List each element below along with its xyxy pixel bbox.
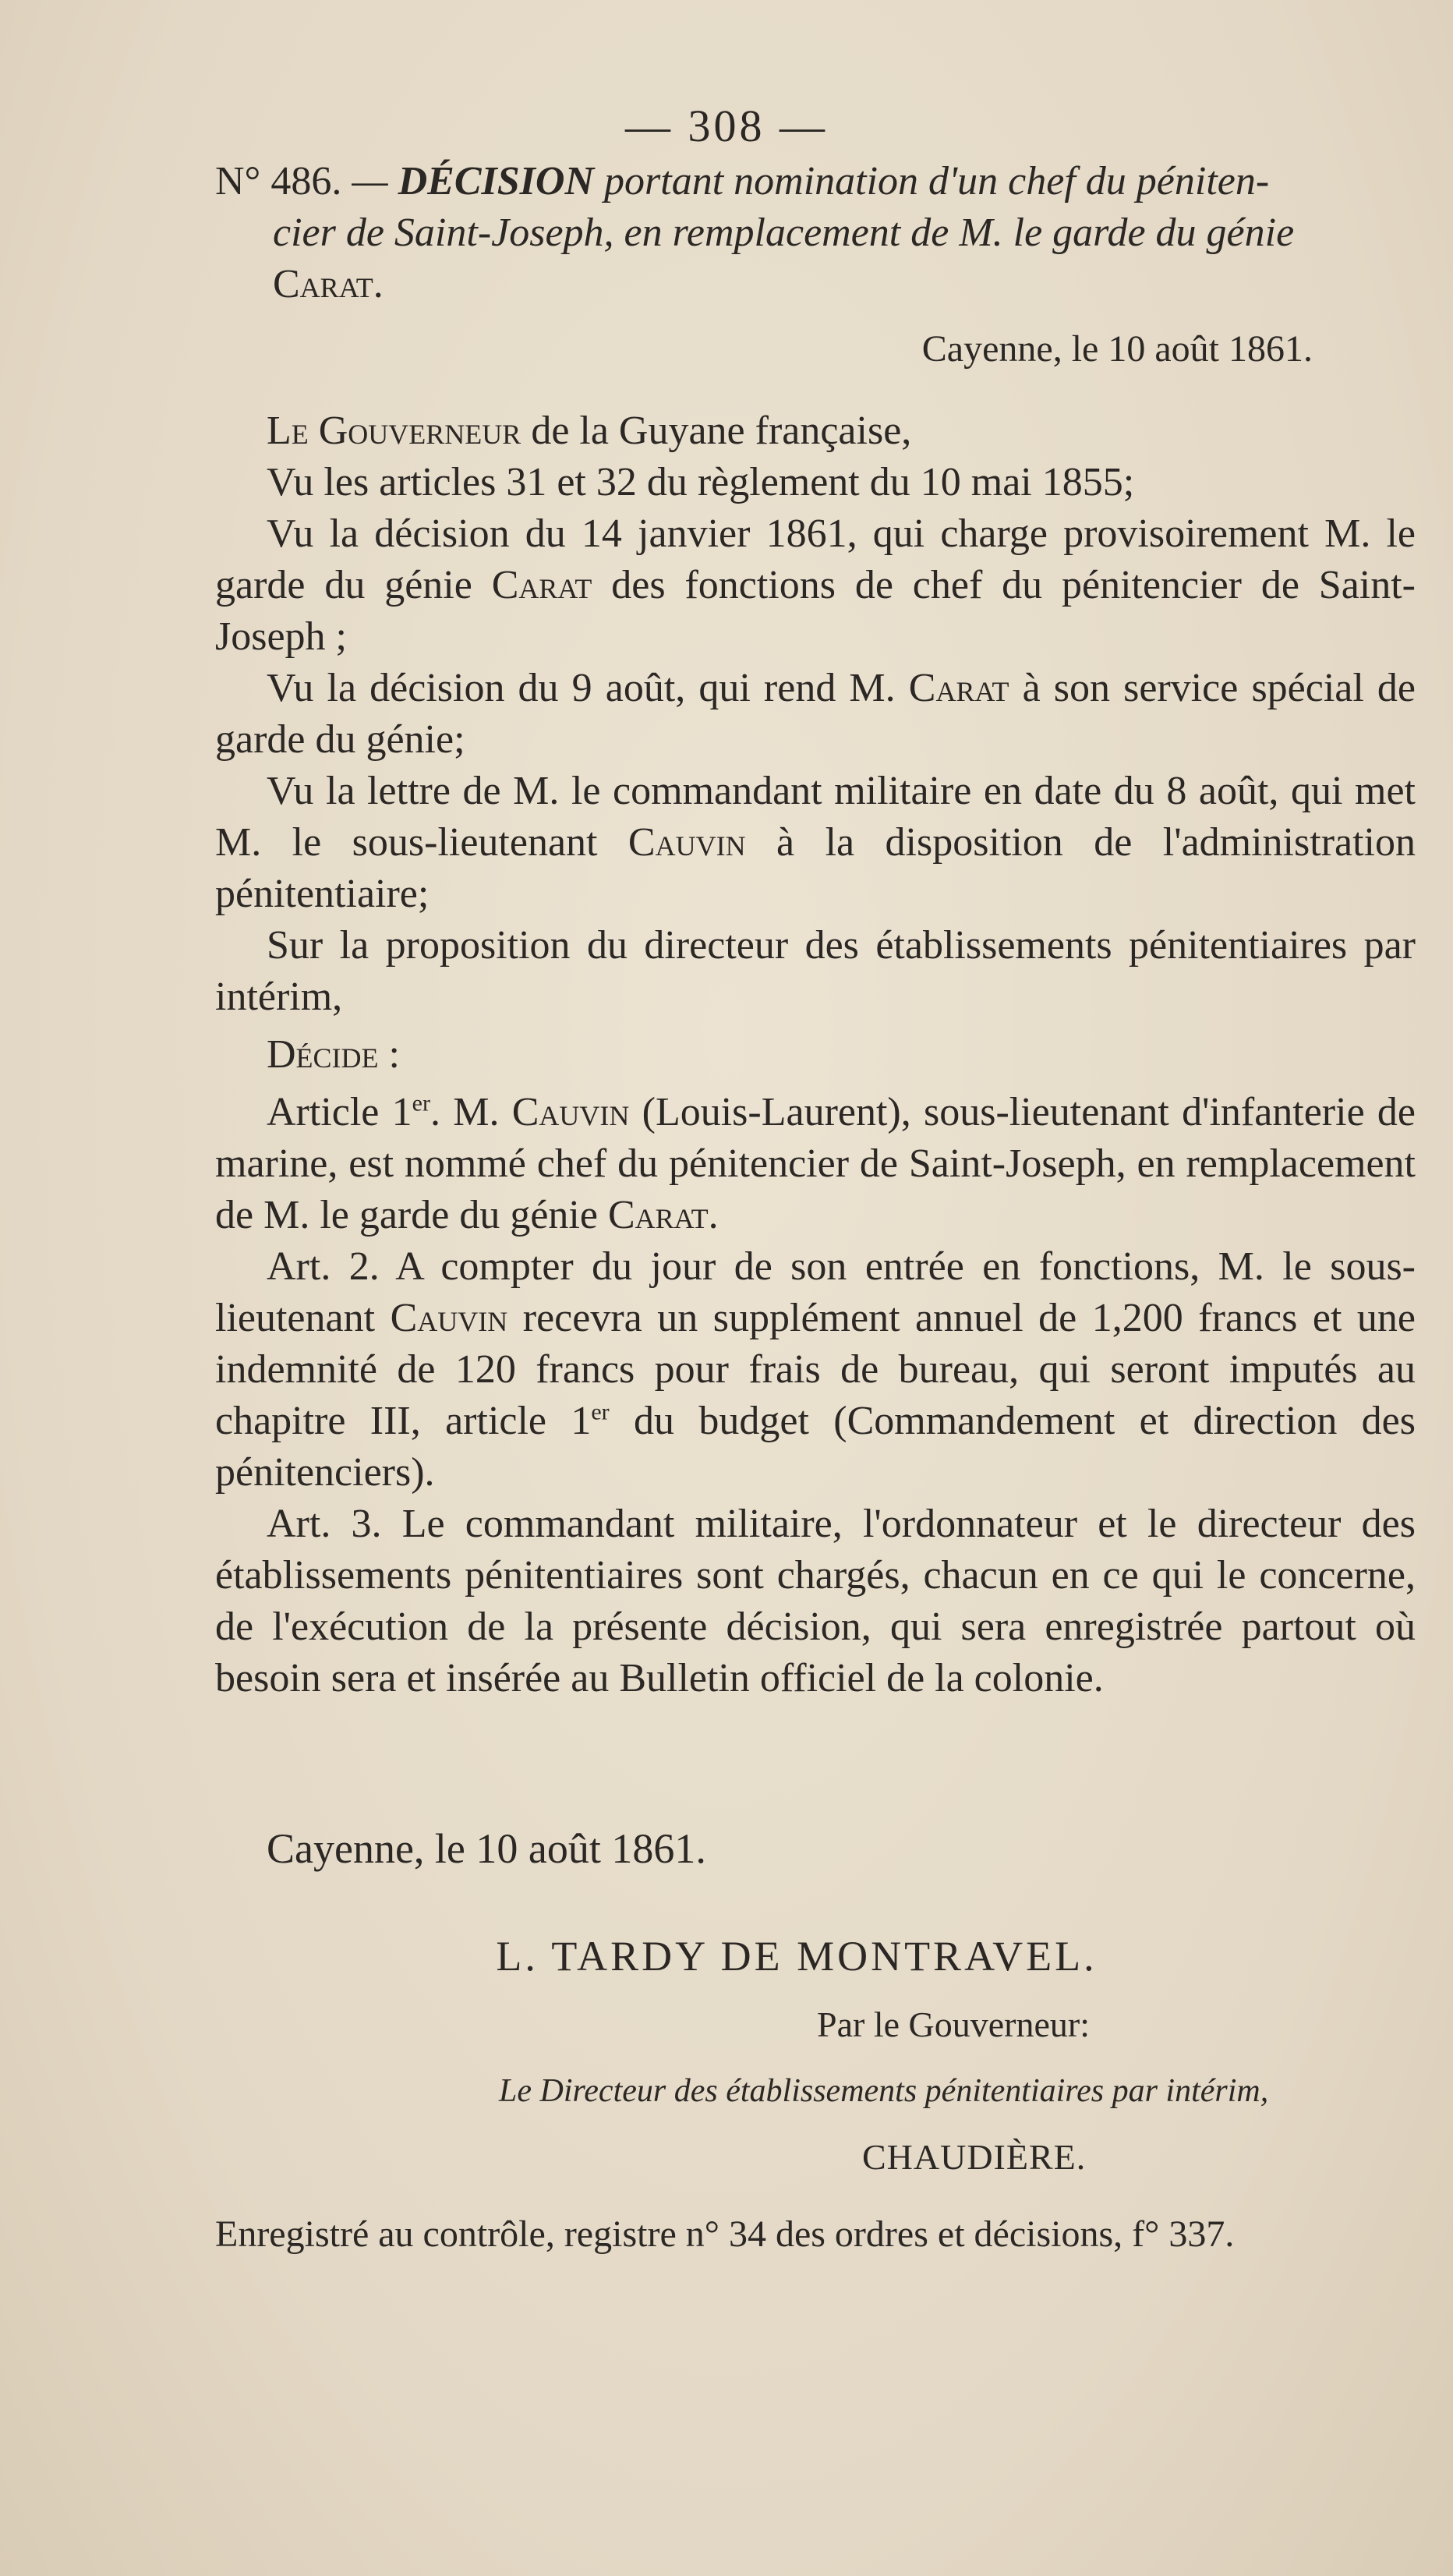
a1-text-d: . bbox=[708, 1193, 719, 1237]
closing-dateline: Cayenne, le 10 août 1861. bbox=[267, 1825, 706, 1872]
heading-dash: — bbox=[341, 159, 398, 203]
a1-sup: er bbox=[412, 1090, 430, 1116]
registration-note: Enregistré au contrôle, registre n° 34 des ordres et décisions, f° 337. bbox=[215, 2213, 1235, 2255]
p4-text-a: Vu la décision du 9 août, qui rend M. bbox=[267, 666, 909, 710]
a2-text-b: recevra un supplément annuel de 1,200 francs et une indemnité de 120 francs pour frais de bureau, qui seront imputés au chapitre III, article 1 bbox=[215, 1296, 1416, 1443]
director-name: CHAUDIÈRE. bbox=[862, 2137, 1087, 2177]
paragraph-vu-3 bbox=[215, 663, 1416, 766]
decision-heading bbox=[215, 156, 1416, 310]
p4-name: Carat bbox=[908, 666, 1009, 710]
signer-name: L. TARDY DE MONTRAVEL. bbox=[496, 1933, 1098, 1980]
paragraph-governor bbox=[215, 405, 1416, 457]
decision-body bbox=[215, 405, 1416, 1704]
a1-text-b: . M. bbox=[430, 1090, 512, 1134]
p5-text-a: Vu la lettre de M. le commandant militaire en date du 8 août, qui met M. le sous-lieutenant bbox=[215, 769, 1416, 865]
p4-text-b: à son service spécial de garde du génie; bbox=[215, 666, 1416, 762]
decide-heading: Décide : bbox=[267, 1032, 400, 1077]
a2-sup: er bbox=[591, 1399, 610, 1425]
p3-text-a: Vu la décision du 14 janvier 1861, qui charge provisoirement M. le garde du génie bbox=[215, 511, 1416, 607]
heading-line2: cier de Saint-Joseph, en remplacement de M. le garde du génie bbox=[273, 211, 1295, 255]
decision-number: N° 486. bbox=[215, 159, 342, 203]
heading-line1: portant nomination d'un chef du péniten- bbox=[594, 159, 1270, 203]
article-3: Art. 3. Le commandant militaire, l'ordonnateur et le directeur des établissements pénitentiaires sont chargés, chacun en ce qui le concerne, de l'exécution de la présente décision, qui sera enregistrée partout où besoin sera et insérée au Bulletin officiel de la colonie. bbox=[215, 1502, 1416, 1700]
governor-rest: de la Guyane française, bbox=[521, 409, 912, 453]
a2-name: Cauvin bbox=[390, 1296, 508, 1340]
a1-name-2: Carat bbox=[607, 1193, 709, 1237]
heading-line3: Carat. bbox=[273, 262, 384, 306]
a1-text-a: Article 1 bbox=[267, 1090, 412, 1134]
paragraph-proposition: Sur la proposition du directeur des établissements pénitentiaires par intérim, bbox=[215, 923, 1416, 1019]
a1-text-c: (Louis-Laurent), sous-lieutenant d'infanterie de marine, est nommé chef du pénitencier de Saint-Joseph, en remplacement de M. le garde du génie bbox=[215, 1090, 1416, 1237]
page-number: — 308 — bbox=[625, 101, 828, 151]
par-le-gouverneur: Par le Gouverneur: bbox=[817, 2005, 1090, 2044]
a1-name: Cauvin bbox=[511, 1090, 630, 1134]
p5-text-b: à la disposition de l'administration pénitentiaire; bbox=[215, 820, 1416, 916]
a2-text-c: du budget (Commandement et direction des pénitenciers). bbox=[215, 1399, 1416, 1495]
article-2 bbox=[215, 1241, 1416, 1499]
paragraph-vu-4 bbox=[215, 766, 1416, 920]
article-1 bbox=[215, 1087, 1416, 1241]
p3-text-b: des fonctions de chef du pénitencier de Saint-Joseph ; bbox=[215, 563, 1416, 659]
p3-name: Carat bbox=[491, 563, 592, 607]
director-title: Le Directeur des établissements pénitentiaires par intérim, bbox=[499, 2073, 1269, 2109]
paragraph-vu-2 bbox=[215, 508, 1416, 663]
dateline: Cayenne, le 10 août 1861. bbox=[921, 328, 1313, 370]
paragraph-vu-1: Vu les articles 31 et 32 du règlement du 10 mai 1855; bbox=[267, 460, 1135, 504]
p5-name: Cauvin bbox=[628, 820, 746, 865]
decision-title: DÉCISION bbox=[398, 159, 595, 203]
a2-text-a: Art. 2. A compter du jour de son entrée en fonctions, M. le sous-lieutenant bbox=[215, 1244, 1416, 1340]
governor-label: Le Gouverneur bbox=[267, 409, 521, 453]
